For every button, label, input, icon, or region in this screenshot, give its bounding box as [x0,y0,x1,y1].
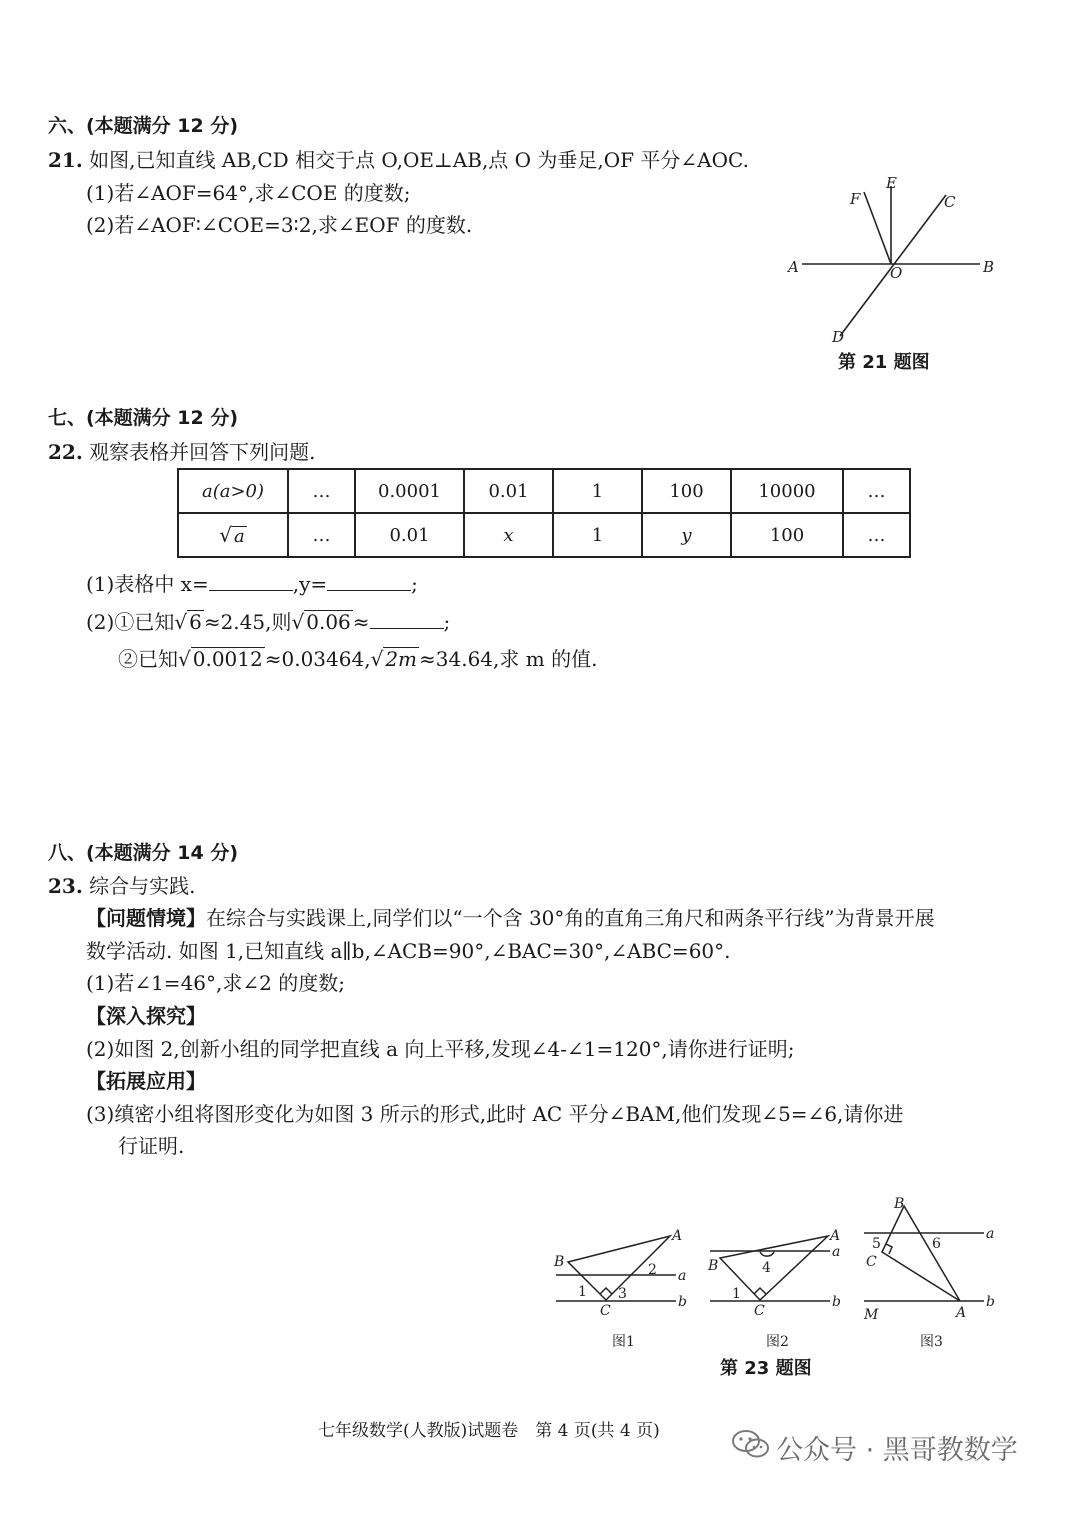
q22-part3-text-a: ②已知 [118,647,178,671]
q23-number: 23. [48,874,83,898]
answer-blank-y [327,572,411,591]
answer-blank [370,610,444,629]
fig2-angle-4: 4 [762,1260,771,1276]
right-angle-mark [754,1288,766,1294]
table-cell: 10000 [731,469,843,513]
q22-part2-text-d: ; [443,610,451,634]
q23-part1: (1)若∠1=46°,求∠2 的度数; [86,971,345,995]
ray-of [864,192,891,264]
table-row [178,469,910,513]
q23-figure-2 [702,1222,852,1352]
q23-context-line2: 数学活动. 如图 1,已知直线 a∥b,∠ACB=90°,∠BAC=30°,∠ABC=60°. [86,939,731,963]
watermark: 公众号 · 黑哥教数学 [776,1435,1018,1466]
section-7-heading: 七、(本题满分 12 分) [48,407,239,429]
q22-part1-text-c: ; [411,572,418,596]
q23-context-text1: 在综合与实践课上,同学们以“一个含 30°角的直角三角尺和两条平行线”为背景开展 [206,906,935,930]
fig21-label-o: O [890,264,903,282]
table-cell: y [642,513,731,557]
q22-part2-text-a: (2)①已知 [86,610,175,634]
right-angle-mark [600,1288,612,1294]
q23-figure-3 [856,1192,1006,1352]
table-cell: 0.01 [355,513,464,557]
sqrt-radicand: 0.06 [306,610,351,634]
fig3-label-a-vertex: A [956,1305,967,1321]
fig3-line-a: a [986,1226,995,1242]
table-cell: 1 [553,469,642,513]
table-cell: 0.01 [464,469,553,513]
fig21-label-b: B [983,258,995,276]
q23-part2: (2)如图 2,创新小组的同学把直线 a 向上平移,发现∠4-∠1=120°,请你进行证明; [86,1037,795,1061]
q23-context-line1 [86,902,935,931]
q21-part1: (1)若∠AOF=64°,求∠COE 的度数; [86,181,411,205]
q22-part3-text-c: ≈34.64,求 m 的值. [419,647,598,671]
extension-heading: 【拓展应用】 [86,1069,206,1093]
q22-stem-line [48,436,316,465]
table-cell: … [288,513,355,557]
q21-figure [780,170,1000,350]
sqrt-radicand: a [234,526,245,547]
fig1-line-b: b [678,1294,687,1310]
table-cell: 100 [642,469,731,513]
q22-table [177,468,911,558]
fig1-line-a: a [678,1268,687,1284]
section-6-heading: 六、(本题满分 12 分) [48,115,239,137]
fig21-label-d: D [832,328,845,346]
deep-explore-heading: 【深入探究】 [86,1004,206,1028]
q23-figure-1 [548,1222,698,1352]
fig1-angle-3: 3 [618,1286,627,1302]
page-footer: 七年级数学(人教版)试题卷 第 4 页(共 4 页) [318,1421,660,1441]
wechat-icon [730,1426,772,1462]
fig21-label-e: E [886,174,897,192]
q23-stem-line [48,870,196,899]
fig1-label-b: B [554,1254,565,1270]
fig3-caption: 图3 [920,1334,943,1350]
q21-stem-line [48,144,749,173]
fig1-label-c: C [600,1303,611,1319]
table-cell: a(a>0) [178,469,288,513]
table-cell: 1 [553,513,642,557]
answer-blank-x [209,572,293,591]
table-row [178,513,910,557]
table-cell: x [464,513,553,557]
table-cell: 0.0001 [355,469,464,513]
triangle [882,1206,960,1301]
fig2-label-b: B [708,1258,719,1274]
q22-part1 [86,568,418,597]
fig3-label-c: C [866,1254,877,1270]
table-cell: 100 [731,513,843,557]
fig3-label-b: B [894,1196,905,1212]
fig3-label-m: M [864,1307,879,1323]
q23-figure-caption: 第 23 题图 [720,1358,812,1379]
q22-part3: ②已知√ 0.0012 ≈0.03464,√ 2m ≈34.64,求 m 的值. [118,647,598,671]
fig2-caption: 图2 [766,1334,789,1350]
q22-number: 22. [48,440,83,464]
table-cell: … [288,469,355,513]
fig2-line-b: b [832,1294,841,1310]
q22-part1-text-a: (1)表格中 x= [86,572,209,596]
fig3-angle-5: 5 [872,1236,881,1252]
q22-part1-text-b: ,y= [292,572,328,596]
sqrt-radicand: 0.0012 [192,647,263,671]
angle-4-arc [760,1252,774,1256]
q22-part2-text-c: ≈ [352,610,370,634]
fig21-label-f: F [850,190,861,208]
sqrt-radicand: 2m [385,647,418,671]
fig2-label-c: C [754,1303,765,1319]
right-angle-mark [886,1244,892,1254]
q22-stem: 观察表格并回答下列问题. [89,440,316,464]
q21-number: 21. [48,148,83,172]
fig3-angle-6: 6 [932,1236,941,1252]
q22-part2: (2)①已知√ 6 ≈2.45,则√ 0.06 ≈ ; [86,610,451,634]
q22-part3-text-b: ≈0.03464, [264,647,371,671]
fig3-line-b: b [986,1294,995,1310]
fig1-label-a-vertex: A [672,1228,683,1244]
table-cell: … [843,513,910,557]
sqrt-radicand: 6 [189,610,202,634]
fig21-label-c: C [944,193,956,211]
section-8-heading: 八、(本题满分 14 分) [48,842,239,864]
q23-part3-line1: (3)缜密小组将图形变化为如图 3 所示的形式,此时 AC 平分∠BAM,他们发现∠5=∠6,请你进 [86,1102,904,1126]
fig21-label-a: A [788,258,799,276]
fig1-angle-1: 1 [578,1284,587,1300]
q23-stem: 综合与实践. [89,874,196,898]
problem-context-heading: 【问题情境】 [86,906,206,930]
fig2-line-a: a [832,1244,841,1260]
q22-part2-text-b: ≈2.45,则 [203,610,292,634]
q23-part3-line2: 行证明. [118,1134,185,1158]
table-cell: … [843,469,910,513]
table-cell: √ a [178,513,288,557]
q21-part2: (2)若∠AOF∶∠COE=3∶2,求∠EOF 的度数. [86,213,473,237]
fig2-label-a-vertex: A [830,1228,841,1244]
q21-figure-caption: 第 21 题图 [838,352,930,373]
q21-stem: 如图,已知直线 AB,CD 相交于点 O,OE⊥AB,点 O 为垂足,OF 平分∠AOC. [89,148,749,172]
fig1-angle-2: 2 [648,1262,657,1278]
fig2-angle-1: 1 [732,1286,741,1302]
fig1-caption: 图1 [612,1334,635,1350]
